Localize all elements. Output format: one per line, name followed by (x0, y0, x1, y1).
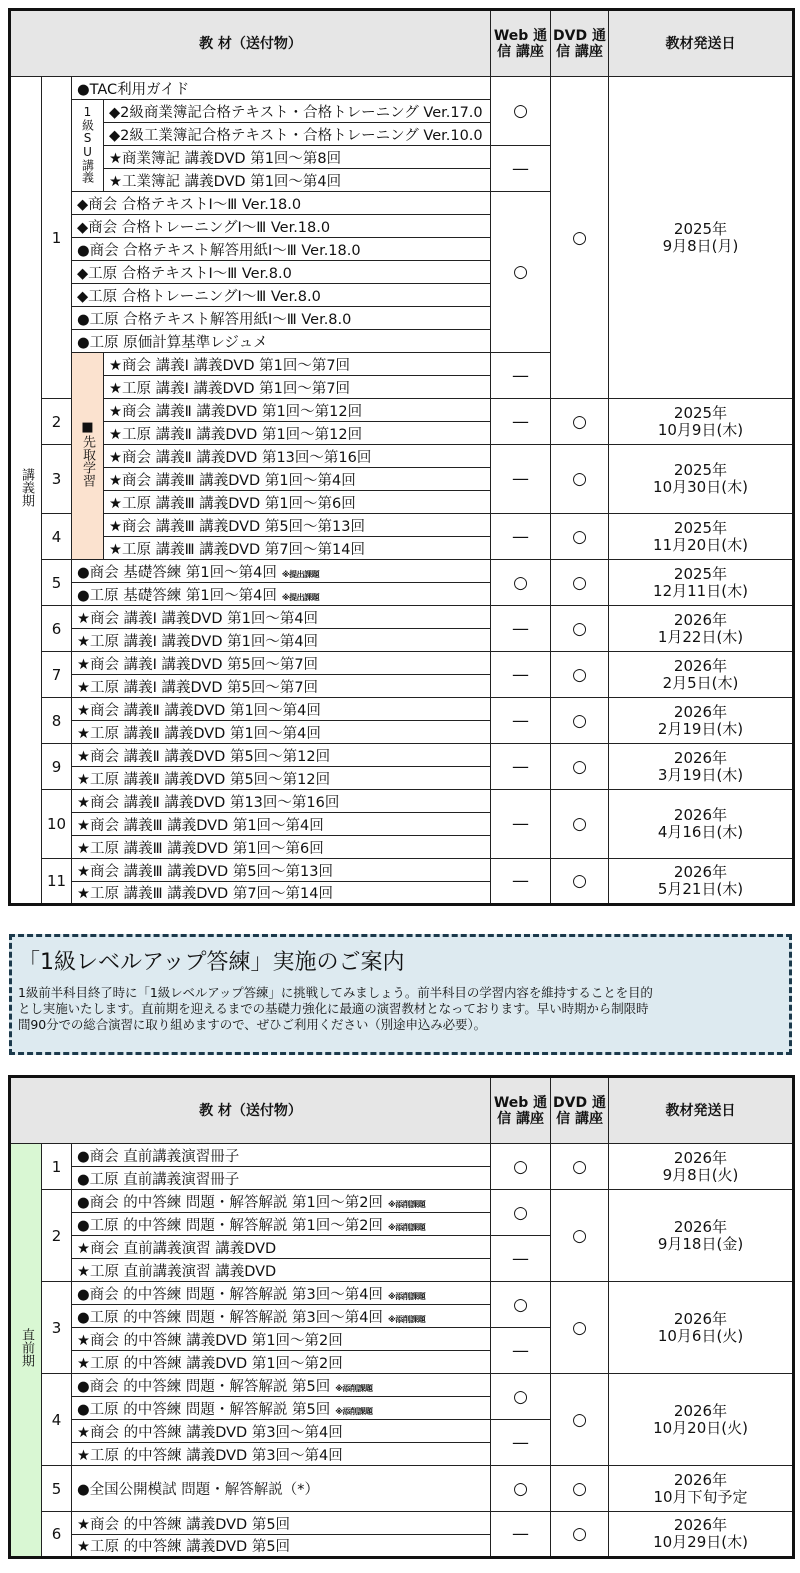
ship-date: 2026年 2月5日(木) (609, 652, 794, 698)
material-item: ★工原 講義Ⅰ 講義DVD 第1回～第4回 (72, 629, 491, 652)
web-mark: — (491, 606, 551, 652)
header-web: Web 通信 講座 (491, 10, 551, 77)
web-mark: ○ (491, 1144, 551, 1190)
row-number: 6 (42, 606, 72, 652)
ship-date: 2026年 9月18日(金) (609, 1190, 794, 1282)
material-item: ★工原 的中答練 講義DVD 第3回～第4回 (72, 1443, 491, 1466)
row-number: 2 (42, 1190, 72, 1282)
dvd-mark: ○ (551, 1282, 609, 1374)
material-item: ★工原 直前講義演習 講義DVD (72, 1259, 491, 1282)
ship-date: 2026年 10月29日(木) (609, 1512, 794, 1558)
dvd-mark: ○ (551, 744, 609, 790)
ship-date: 2026年 5月21日(木) (609, 859, 794, 905)
correction-note: ※添削課題 (387, 1291, 426, 1301)
material-item: ★商業簿記 講義DVD 第1回～第8回 (104, 146, 491, 169)
material-item: ●工原 的中答練 問題・解答解説 第3回～第4回 ※添削課題 (72, 1305, 491, 1328)
header-row (10, 10, 794, 77)
material-item: ★商会 講義Ⅰ 講義DVD 第5回～第7回 (72, 652, 491, 675)
material-item: ●全国公開模試 問題・解答解説（*） (72, 1466, 491, 1512)
ship-date: 2026年 10月下旬予定 (609, 1466, 794, 1512)
correction-note: ※添削課題 (335, 1383, 373, 1393)
web-mark: ○ (491, 560, 551, 606)
web-mark: ○ (491, 1190, 551, 1236)
ship-date: 2025年 11月20日(木) (609, 514, 794, 560)
material-item: ★商会 講義Ⅱ 講義DVD 第1回～第4回 (72, 698, 491, 721)
material-item: ★商会 講義Ⅰ 講義DVD 第1回～第4回 (72, 606, 491, 629)
dvd-mark: ○ (551, 1144, 609, 1190)
web-mark: — (491, 1328, 551, 1374)
material-item: ●商会 合格テキスト解答用紙Ⅰ～Ⅲ Ver.18.0 (72, 238, 491, 261)
material-item: ●商会 基礎答練 第1回～第4回 ※提出課題 (72, 560, 491, 583)
web-mark: — (491, 514, 551, 560)
material-item: ◆2級工業簿記合格テキスト・合格トレーニング Ver.10.0 (104, 123, 491, 146)
ship-date: 2026年 3月19日(木) (609, 744, 794, 790)
header-dvd: DVD 通信 講座 (551, 1077, 609, 1144)
period-label: 講義期 (10, 77, 42, 905)
material-item: ★工原 的中答練 講義DVD 第1回～第2回 (72, 1351, 491, 1374)
submit-note: ※提出課題 (281, 592, 320, 602)
material-item: ★工原 講義Ⅱ 講義DVD 第5回～第12回 (72, 767, 491, 790)
row-number: 9 (42, 744, 72, 790)
notice-line: 1級前半科目終了時に「1級レベルアップ答練」に挑戦してみましょう。前半科目の学習内容を維持することを目的 (18, 985, 653, 1000)
submit-note: ※提出課題 (281, 569, 320, 579)
header-material: 教 材（送付物） (10, 10, 491, 77)
web-mark: ○ (491, 1374, 551, 1420)
correction-note: ※添削課題 (387, 1222, 426, 1232)
su-lecture-label: 1級SU講義 (72, 100, 104, 192)
material-item: ★商会 的中答練 講義DVD 第1回～第2回 (72, 1328, 491, 1351)
dvd-mark: ○ (551, 77, 609, 399)
dvd-mark: ○ (551, 790, 609, 859)
web-mark: — (491, 859, 551, 905)
material-item: ●商会 的中答練 問題・解答解説 第3回～第4回 ※添削課題 (72, 1282, 491, 1305)
web-mark: ○ (491, 1282, 551, 1328)
material-item: ★工原 的中答練 講義DVD 第5回 (72, 1535, 491, 1558)
dvd-mark: ○ (551, 1190, 609, 1282)
material-item: ★商会 直前講義演習 講義DVD (72, 1236, 491, 1259)
material-item: ●工原 合格テキスト解答用紙Ⅰ～Ⅲ Ver.8.0 (72, 307, 491, 330)
web-mark: — (491, 146, 551, 192)
correction-note: ※添削課題 (387, 1199, 426, 1209)
row-number: 1 (42, 77, 72, 399)
dvd-mark: ○ (551, 1374, 609, 1466)
header-web: Web 通信 講座 (491, 1077, 551, 1144)
row-number: 3 (42, 445, 72, 514)
row-number: 1 (42, 1144, 72, 1190)
material-item: ★工原 講義Ⅰ 講義DVD 第5回～第7回 (72, 675, 491, 698)
period-label: 直前期 (10, 1144, 42, 1558)
web-mark: ○ (491, 77, 551, 146)
correction-note: ※添削課題 (387, 1314, 426, 1324)
notice-line: とし実施いたします。直前期を迎えるまでの基礎力強化に最適の演習教材となっております。早い時期から制限時 (18, 1001, 649, 1016)
web-mark: — (491, 399, 551, 445)
material-item: ★商会 的中答練 講義DVD 第5回 (72, 1512, 491, 1535)
row-number: 11 (42, 859, 72, 905)
dvd-mark: ○ (551, 606, 609, 652)
material-item: ★商会 講義Ⅲ 講義DVD 第1回～第4回 (104, 468, 491, 491)
row-number: 8 (42, 698, 72, 744)
header-material: 教 材（送付物） (10, 1077, 491, 1144)
web-mark: — (491, 790, 551, 859)
material-item: ◆工原 合格テキストⅠ～Ⅲ Ver.8.0 (72, 261, 491, 284)
material-item: ★工原 講義Ⅲ 講義DVD 第7回～第14回 (104, 537, 491, 560)
ship-date: 2025年 9月8日(月) (609, 77, 794, 399)
dvd-mark: ○ (551, 859, 609, 905)
material-item: ◆2級商業簿記合格テキスト・合格トレーニング Ver.17.0 (104, 100, 491, 123)
advance-study-label: ■先取学習 (72, 353, 104, 560)
ship-date: 2026年 10月6日(火) (609, 1282, 794, 1374)
material-item: ★商会 講義Ⅱ 講義DVD 第13回～第16回 (72, 790, 491, 813)
row-number: 5 (42, 1466, 72, 1512)
web-mark: — (491, 1512, 551, 1558)
notice-body (18, 985, 784, 1033)
dvd-mark: ○ (551, 399, 609, 445)
web-mark: — (491, 1420, 551, 1466)
material-item: ◆工原 合格トレーニングⅠ～Ⅲ Ver.8.0 (72, 284, 491, 307)
row-number: 7 (42, 652, 72, 698)
ship-date: 2026年 1月22日(木) (609, 606, 794, 652)
dvd-mark: ○ (551, 445, 609, 514)
dvd-mark: ○ (551, 1512, 609, 1558)
material-item: ◆商会 合格トレーニングⅠ～Ⅲ Ver.18.0 (72, 215, 491, 238)
dvd-mark: ○ (551, 1466, 609, 1512)
ship-date: 2026年 9月8日(火) (609, 1144, 794, 1190)
material-item: ●商会 的中答練 問題・解答解説 第1回～第2回 ※添削課題 (72, 1190, 491, 1213)
web-mark: — (491, 445, 551, 514)
header-dvd: DVD 通信 講座 (551, 10, 609, 77)
row-number: 5 (42, 560, 72, 606)
dvd-mark: ○ (551, 652, 609, 698)
material-item: ★工原 講義Ⅲ 講義DVD 第1回～第6回 (104, 491, 491, 514)
material-item: ★商会 的中答練 講義DVD 第3回～第4回 (72, 1420, 491, 1443)
material-item: ◆商会 合格テキストⅠ～Ⅲ Ver.18.0 (72, 192, 491, 215)
header-row (10, 1077, 794, 1144)
material-item: ★商会 講義Ⅲ 講義DVD 第5回～第13回 (72, 859, 491, 882)
material-item: ●工原 原価計算基準レジュメ (72, 330, 491, 353)
correction-note: ※添削課題 (335, 1406, 373, 1416)
ship-date: 2025年 10月9日(木) (609, 399, 794, 445)
material-item: ★工原 講義Ⅱ 講義DVD 第1回～第4回 (72, 721, 491, 744)
material-item: ●工原 直前講義演習冊子 (72, 1167, 491, 1190)
row-number: 3 (42, 1282, 72, 1374)
web-mark: ○ (491, 1466, 551, 1512)
dvd-mark: ○ (551, 514, 609, 560)
web-mark: — (491, 1236, 551, 1282)
material-item: ★工原 講義Ⅱ 講義DVD 第1回～第12回 (104, 422, 491, 445)
material-item: ★工原 講義Ⅰ 講義DVD 第1回～第7回 (104, 376, 491, 399)
ship-date: 2025年 10月30日(木) (609, 445, 794, 514)
notice-line: 間90分での総合演習に取り組めますので、ぜひご利用ください（別途申込み必要）。 (18, 1017, 487, 1032)
material-item: ★工原 講義Ⅲ 講義DVD 第1回～第6回 (72, 836, 491, 859)
material-item: ★商会 講義Ⅱ 講義DVD 第13回～第16回 (104, 445, 491, 468)
row-number: 4 (42, 1374, 72, 1466)
ship-date: 2026年 2月19日(木) (609, 698, 794, 744)
ship-date: 2025年 12月11日(木) (609, 560, 794, 606)
material-item: ●商会 的中答練 問題・解答解説 第5回 ※添削課題 (72, 1374, 491, 1397)
material-item: ●TAC利用ガイド (72, 77, 491, 100)
dvd-mark: ○ (551, 560, 609, 606)
material-item: ★工原 講義Ⅲ 講義DVD 第7回～第14回 (72, 882, 491, 905)
schedule-table-final-period (8, 1075, 795, 1559)
material-item: ★商会 講義Ⅲ 講義DVD 第1回～第4回 (72, 813, 491, 836)
material-item: ★工業簿記 講義DVD 第1回～第4回 (104, 169, 491, 192)
material-item: ★商会 講義Ⅰ 講義DVD 第1回～第7回 (104, 353, 491, 376)
notice-title: 「1級レベルアップ答練」実施のご案内 (18, 950, 405, 975)
ship-date: 2026年 10月20日(火) (609, 1374, 794, 1466)
material-item: ★商会 講義Ⅱ 講義DVD 第1回～第12回 (104, 399, 491, 422)
material-item: ●工原 的中答練 問題・解答解説 第5回 ※添削課題 (72, 1397, 491, 1420)
dvd-mark: ○ (551, 698, 609, 744)
header-ship-date: 教材発送日 (609, 10, 794, 77)
row-number: 6 (42, 1512, 72, 1558)
material-item: ●商会 直前講義演習冊子 (72, 1144, 491, 1167)
material-item: ★商会 講義Ⅱ 講義DVD 第5回～第12回 (72, 744, 491, 767)
ship-date: 2026年 4月16日(木) (609, 790, 794, 859)
material-item: ●工原 的中答練 問題・解答解説 第1回～第2回 ※添削課題 (72, 1213, 491, 1236)
web-mark: ○ (491, 192, 551, 353)
web-mark: — (491, 652, 551, 698)
web-mark: — (491, 353, 551, 399)
web-mark: — (491, 744, 551, 790)
web-mark: — (491, 698, 551, 744)
row-number: 10 (42, 790, 72, 859)
header-ship-date: 教材発送日 (609, 1077, 794, 1144)
row-number: 2 (42, 399, 72, 445)
material-item: ★商会 講義Ⅲ 講義DVD 第5回～第13回 (104, 514, 491, 537)
material-item: ●工原 基礎答練 第1回～第4回 ※提出課題 (72, 583, 491, 606)
levelup-notice (9, 934, 792, 1055)
schedule-table-lecture-period (8, 8, 795, 906)
row-number: 4 (42, 514, 72, 560)
